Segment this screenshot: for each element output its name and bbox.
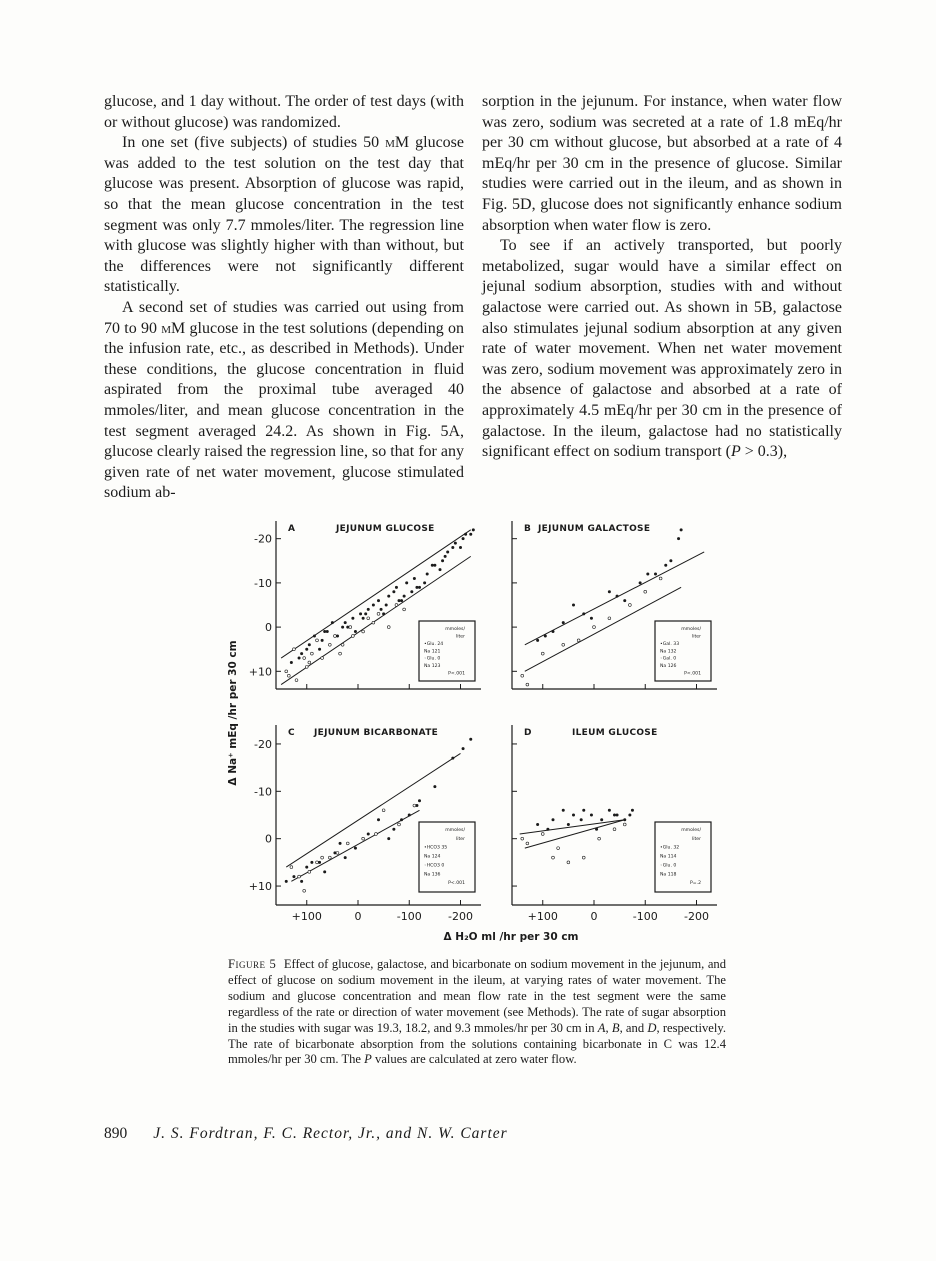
- data-point-filled: [423, 581, 426, 584]
- unit-mm: mM: [385, 134, 410, 152]
- left-p3-text-b: glucose in the test solutions (depending on the infusion rate, etc., as described in Methods). Under these conditions, the glucose concentration in fluid aspirated from the proximal tube averaged 40 mmoles/liter, and mean glucose concentration in the test segment averaged 24.2. As shown in Fig. 5A, glucose clearly raised the regression line, so that for any given rate of net water movement, glucose stimulated sodium ab-: [104, 319, 464, 502]
- left-column: [104, 92, 464, 504]
- y-axis-title: Δ Na⁺ mEq /hr per 30 cm: [227, 640, 239, 786]
- data-point-filled: [446, 550, 449, 553]
- data-point-open: [382, 809, 385, 812]
- data-point-open: [295, 679, 298, 682]
- data-point-open: [387, 626, 390, 629]
- data-point-filled: [654, 573, 657, 576]
- x-tick-label: -200: [684, 910, 709, 923]
- right-paragraph-1: sorption in the jejunum. For instance, when water flow was zero, sodium was secreted at a rate of 1.8 mEq/hr per 30 cm without glucose, but absorbed at a rate of 4 mEq/hr per 30 cm in the presence of glucose. Similar studies were carried out in the ileum, and as shown in Fig. 5D, glucose does not significantly enhance sodium absorption when water flow is zero.: [482, 93, 842, 234]
- data-point-filled: [623, 818, 626, 821]
- data-point-open: [346, 842, 349, 845]
- panel-letter: A: [288, 524, 295, 534]
- legend-text: Na 124: [424, 854, 441, 860]
- data-point-open: [593, 626, 596, 629]
- legend-text: liter: [455, 836, 465, 842]
- data-point-filled: [387, 595, 390, 598]
- caption-ref-b: B: [611, 1020, 620, 1035]
- panel-title: ILEUM GLUCOSE: [572, 728, 658, 738]
- data-point-filled: [677, 537, 680, 540]
- data-point-open: [305, 665, 308, 668]
- author-line: J. S. Fordtran, F. C. Rector, Jr., and N. W. Carter: [153, 1125, 508, 1142]
- left-paragraph-3: [104, 298, 464, 504]
- data-point-filled: [367, 608, 370, 611]
- figure-5: [222, 518, 732, 948]
- page-footer: [104, 1125, 508, 1143]
- data-point-open: [293, 648, 296, 651]
- data-point-filled: [590, 617, 593, 620]
- x-tick-label: 0: [590, 910, 598, 923]
- data-point-filled: [323, 630, 326, 633]
- data-point-filled: [364, 612, 367, 615]
- data-point-filled: [590, 814, 593, 817]
- panel-c: [249, 725, 481, 923]
- y-tick-label: +10: [248, 665, 272, 679]
- x-axis-title: Δ H₂O ml /hr per 30 cm: [443, 931, 579, 943]
- right-p2-text-b: > 0.3),: [740, 443, 788, 461]
- caption-ref-d: D: [647, 1020, 657, 1035]
- x-tick-label: +100: [527, 910, 558, 923]
- data-point-filled: [433, 785, 436, 788]
- x-tick-label: 0: [354, 910, 362, 923]
- data-point-filled: [433, 564, 436, 567]
- data-point-open: [308, 870, 311, 873]
- data-point-filled: [613, 814, 616, 817]
- data-point-filled: [631, 809, 634, 812]
- legend-text: ◦Glu. 0: [660, 863, 677, 869]
- data-point-filled: [392, 828, 395, 831]
- data-point-filled: [387, 837, 390, 840]
- left-paragraph-1: glucose, and 1 day without. The order of test days (with or without glucose) was randomized.: [104, 93, 464, 131]
- data-point-filled: [354, 847, 357, 850]
- left-paragraph-2: [104, 133, 464, 298]
- panel-title: JEJUNUM GALACTOSE: [538, 524, 651, 534]
- figure-caption: [228, 957, 726, 1068]
- data-point-filled: [395, 586, 398, 589]
- data-point-filled: [331, 621, 334, 624]
- data-point-filled: [628, 814, 631, 817]
- data-point-filled: [326, 630, 329, 633]
- data-point-filled: [398, 599, 401, 602]
- legend-text: ◦Glu. 0: [424, 656, 441, 662]
- data-point-filled: [572, 604, 575, 607]
- y-tick-label: -10: [254, 576, 272, 590]
- data-point-filled: [292, 875, 295, 878]
- x-tick-label: +100: [291, 910, 322, 923]
- data-point-open: [413, 804, 416, 807]
- x-tick-label: -100: [632, 910, 658, 923]
- panel-title: JEJUNUM BICARBONATE: [314, 728, 439, 738]
- data-point-filled: [680, 528, 683, 531]
- data-point-filled: [464, 533, 467, 536]
- caption-ref-a: A: [597, 1020, 606, 1035]
- data-point-filled: [623, 599, 626, 602]
- data-point-open: [623, 823, 626, 826]
- data-point-filled: [400, 599, 403, 602]
- data-point-filled: [305, 648, 308, 651]
- data-point-filled: [580, 818, 583, 821]
- data-point-filled: [377, 599, 380, 602]
- y-tick-label: -10: [254, 785, 272, 799]
- data-point-filled: [323, 870, 326, 873]
- data-point-open: [351, 635, 354, 638]
- left-p2-text-a: In one set (five subjects) of studies 50: [122, 134, 386, 152]
- data-point-filled: [410, 590, 413, 593]
- data-point-open: [613, 828, 616, 831]
- data-point-filled: [318, 648, 321, 651]
- data-point-open: [349, 626, 352, 629]
- y-tick-label: -20: [254, 737, 272, 751]
- panel-title: JEJUNUM GLUCOSE: [336, 524, 435, 534]
- data-point-filled: [418, 799, 421, 802]
- data-point-filled: [300, 880, 303, 883]
- data-point-filled: [359, 612, 362, 615]
- data-point-open: [341, 643, 344, 646]
- data-point-open: [375, 833, 378, 836]
- data-point-open: [310, 652, 313, 655]
- data-point-open: [395, 604, 398, 607]
- data-point-filled: [572, 814, 575, 817]
- data-point-open: [659, 577, 662, 580]
- caption-text-1: Effect of glucose, galactose, and bicarbonate on sodium movement in the jejunum, and effect of glucose on sodium movement in the ileum, at varying rates of water movement. The sodium and glucose concentration and mean flow rate in the test segment were the same regardless of the rate or direction of water movement (see Methods). The rate of sugar absorption in the studies with sugar was 19.3, 18.2, and 9.3 mmoles/hr per 30 cm in: [228, 957, 727, 1035]
- data-point-open: [577, 639, 580, 642]
- data-point-filled: [321, 639, 324, 642]
- legend-text: Na 126: [660, 664, 677, 670]
- data-point-filled: [367, 832, 370, 835]
- data-point-filled: [582, 612, 585, 615]
- data-point-filled: [344, 856, 347, 859]
- data-point-open: [608, 617, 611, 620]
- left-p2-text-b: glucose was added to the test solution on the test day that glucose was present. Absorption of glucose was rapid, so that the mean glucose concentration in the test segment was only 7.7 mmoles/liter. The regression line with glucose was slightly higher with than without, but the differences were not significantly different statistically.: [104, 134, 465, 296]
- data-point-filled: [298, 657, 301, 660]
- data-point-filled: [454, 542, 457, 545]
- legend-text: mmoles/: [445, 828, 465, 833]
- data-point-open: [541, 833, 544, 836]
- data-point-filled: [310, 861, 313, 864]
- data-point-open: [308, 661, 311, 664]
- data-point-open: [334, 635, 337, 638]
- data-point-filled: [469, 533, 472, 536]
- data-point-open: [321, 657, 324, 660]
- data-point-open: [582, 856, 585, 859]
- legend-text: Na 136: [424, 872, 441, 878]
- data-point-filled: [562, 621, 565, 624]
- data-point-filled: [616, 595, 619, 598]
- data-point-filled: [600, 818, 603, 821]
- legend-text: Na 121: [424, 649, 441, 655]
- data-point-filled: [439, 568, 442, 571]
- data-point-filled: [415, 586, 418, 589]
- data-point-filled: [372, 604, 375, 607]
- panel-letter: D: [524, 728, 532, 738]
- right-column: [482, 92, 842, 463]
- data-point-open: [287, 674, 290, 677]
- legend-text: mmoles/: [445, 627, 465, 632]
- right-p2-text-a: To see if an actively transported, but poorly metabolized, sugar would have a similar effect on jejunal sodium absorption, studies with and without galactose were carried out. As shown in 5B, galactose also stimulates jejunal sodium absorption at any given rate of water movement. When net water movement was zero, sodium movement was approximately zero in the absence of galactose and absorbed at a rate of approximately 4.5 mEq/hr per 30 cm in the presence of galactose. In the ileum, galactose had no statistically significant effect on sodium transport (: [482, 237, 842, 461]
- legend-text: P<.001: [448, 881, 465, 887]
- legend-text: Na 118: [660, 872, 677, 878]
- legend-text: ◦HCO3 0: [424, 863, 445, 869]
- panel-letter: B: [524, 524, 531, 534]
- legend-text: P=.2: [689, 881, 701, 887]
- figure-5-chart: [222, 518, 732, 948]
- data-point-filled: [290, 661, 293, 664]
- data-point-filled: [308, 643, 311, 646]
- data-point-open: [316, 639, 319, 642]
- data-point-filled: [385, 604, 388, 607]
- legend-text: •Glu. 24: [424, 641, 444, 647]
- data-point-open: [644, 590, 647, 593]
- legend-text: liter: [455, 634, 465, 640]
- data-point-open: [403, 608, 406, 611]
- x-tick-label: -200: [448, 910, 473, 923]
- y-tick-label: 0: [265, 621, 272, 635]
- legend-text: mmoles/: [681, 627, 701, 632]
- data-point-filled: [300, 652, 303, 655]
- data-point-filled: [382, 612, 385, 615]
- data-point-open: [367, 617, 370, 620]
- caption-text-3: values are calculated at zero water flow.: [371, 1052, 577, 1067]
- data-point-open: [290, 866, 293, 869]
- data-point-filled: [544, 634, 547, 637]
- data-point-filled: [646, 573, 649, 576]
- data-point-filled: [462, 747, 465, 750]
- data-point-open: [321, 856, 324, 859]
- legend-text: P<.001: [684, 671, 701, 677]
- panel-letter: C: [288, 728, 295, 738]
- data-point-filled: [305, 866, 308, 869]
- legend-text: Na 114: [660, 854, 677, 860]
- data-point-filled: [459, 546, 462, 549]
- data-point-filled: [400, 818, 403, 821]
- data-point-open: [328, 643, 331, 646]
- x-tick-label: -100: [396, 910, 422, 923]
- data-point-open: [339, 652, 342, 655]
- data-point-filled: [552, 630, 555, 633]
- legend-text: liter: [691, 634, 701, 640]
- data-point-filled: [664, 564, 667, 567]
- data-point-open: [372, 621, 375, 624]
- data-point-filled: [616, 814, 619, 817]
- legend-text: •Glu. 32: [660, 845, 680, 851]
- data-point-filled: [354, 630, 357, 633]
- data-point-filled: [377, 818, 380, 821]
- right-paragraph-2: [482, 236, 842, 463]
- data-point-open: [398, 823, 401, 826]
- data-point-open: [336, 851, 339, 854]
- data-point-open: [285, 670, 288, 673]
- data-point-filled: [462, 537, 465, 540]
- data-point-filled: [608, 590, 611, 593]
- data-point-filled: [351, 617, 354, 620]
- legend-text: •HCO3 35: [424, 845, 448, 851]
- data-point-filled: [562, 809, 565, 812]
- caption-sep-1: ,: [605, 1020, 612, 1035]
- data-point-filled: [444, 555, 447, 558]
- data-point-open: [552, 856, 555, 859]
- data-point-filled: [418, 586, 421, 589]
- legend-text: P<.001: [448, 671, 465, 677]
- data-point-open: [316, 861, 319, 864]
- y-tick-label: +10: [248, 880, 272, 894]
- caption-p-symbol: P: [364, 1052, 372, 1067]
- data-point-filled: [639, 581, 642, 584]
- data-point-filled: [546, 828, 549, 831]
- data-point-open: [362, 630, 365, 633]
- left-p3-text-a: A second set of studies was carried out using from 70 to 90: [104, 298, 464, 337]
- data-point-open: [328, 856, 331, 859]
- data-point-open: [521, 837, 524, 840]
- legend-text: Na 132: [660, 649, 677, 655]
- data-point-filled: [344, 621, 347, 624]
- data-point-filled: [403, 595, 406, 598]
- data-point-filled: [536, 823, 539, 826]
- data-point-open: [628, 604, 631, 607]
- data-point-open: [362, 837, 365, 840]
- data-point-open: [526, 683, 529, 686]
- y-tick-label: -20: [254, 532, 272, 546]
- legend-text: mmoles/: [681, 828, 701, 833]
- data-point-filled: [413, 577, 416, 580]
- data-point-open: [526, 842, 529, 845]
- data-point-open: [562, 643, 565, 646]
- data-point-filled: [552, 818, 555, 821]
- data-point-filled: [285, 880, 288, 883]
- legend-text: ◦Gal. 0: [660, 656, 677, 662]
- p-symbol: P: [730, 443, 741, 461]
- data-point-filled: [405, 581, 408, 584]
- data-point-filled: [362, 617, 365, 620]
- data-point-filled: [536, 639, 539, 642]
- legend-text: •Gal. 33: [660, 641, 680, 647]
- regression-line: [520, 820, 625, 834]
- data-point-filled: [380, 608, 383, 611]
- data-point-filled: [472, 528, 475, 531]
- data-point-filled: [341, 626, 344, 629]
- data-point-filled: [669, 559, 672, 562]
- figure-label: Figure 5: [228, 957, 277, 971]
- data-point-filled: [408, 814, 411, 817]
- data-point-filled: [451, 757, 454, 760]
- data-point-open: [377, 612, 380, 615]
- legend-text: liter: [691, 836, 701, 842]
- data-point-filled: [595, 828, 598, 831]
- data-point-open: [303, 657, 306, 660]
- panel-a: [249, 521, 481, 689]
- data-point-filled: [469, 738, 472, 741]
- y-tick-label: 0: [265, 832, 272, 846]
- data-point-filled: [567, 823, 570, 826]
- caption-sep-2: , and: [619, 1020, 648, 1035]
- data-point-open: [567, 861, 570, 864]
- data-point-open: [521, 674, 524, 677]
- data-point-filled: [451, 546, 454, 549]
- data-point-filled: [392, 590, 395, 593]
- data-point-filled: [313, 634, 316, 637]
- data-point-filled: [441, 559, 444, 562]
- data-point-open: [598, 837, 601, 840]
- data-point-filled: [582, 809, 585, 812]
- page-number: 890: [104, 1125, 128, 1142]
- regression-line: [525, 820, 625, 848]
- data-point-filled: [431, 564, 434, 567]
- data-point-open: [557, 847, 560, 850]
- caption-text-2: , respectively. The rate of bicarbonate absorption from the solutions containing bicarbonate in C was 12.4 mmoles/hr per 30 cm. The: [228, 1020, 726, 1067]
- data-point-filled: [426, 573, 429, 576]
- unit-mm: mM: [161, 319, 186, 337]
- data-point-filled: [608, 809, 611, 812]
- data-point-open: [303, 889, 306, 892]
- regression-line: [291, 810, 419, 881]
- data-point-open: [298, 875, 301, 878]
- panel-d: [512, 725, 717, 923]
- panel-b: [512, 521, 717, 689]
- data-point-filled: [339, 842, 342, 845]
- legend-text: Na 123: [424, 664, 441, 670]
- data-point-open: [541, 652, 544, 655]
